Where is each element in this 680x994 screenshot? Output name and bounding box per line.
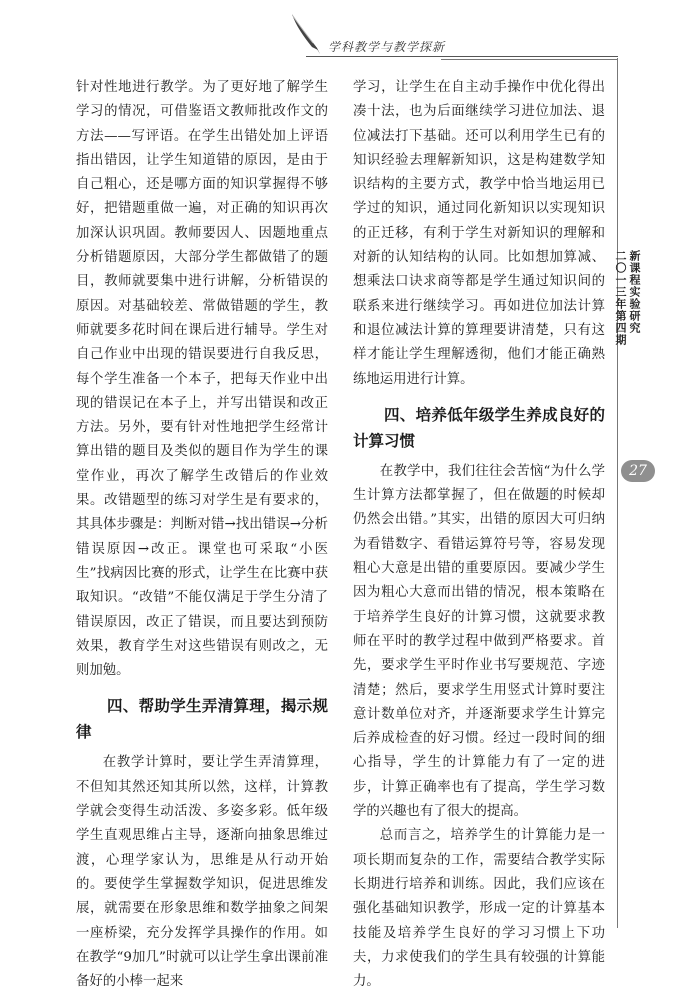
- paragraph: 在教学中，我们往往会苦恼“为什么学生计算方法都掌握了，但在做题的时候却仍然会出错。”其实，出错的原因大可归纳为看错数字、看错运算符号等，容易发现粗心大意是出错的重要原因。要减少学生因为粗心大意而出错的情况，根本策略在于培养学生良好的计算习惯，这就要求教师在平时的教学过程中做到严格要求。首先，要求学生平时作业书写要规范、字迹清楚；然后，要求学生用竖式计算时要注意计数单位对齐，并逐渐要求学生计算完后养成检查的好习惯。经过一段时间的细心指导，学生的计算能力有了一定的进步，计算正确率也有了提高，学生学习数学的兴趣也有了很大的提高。: [353, 463, 605, 820]
- paragraph: 在教学计算时，要让学生弄清算理，不但知其然还知其所以然，这样，计算教学就会变得生动活泼、多姿多彩。低年级学生直观思维占主导，逐渐向抽象思维过渡，心理学家认为，思维是从行动开始的。要使学生掌握数学知识，促进思维发展，就需要在形象思维和数学抽象之间架一座桥梁，充分发挥学具操作的作用。如在教学“9加几”时就可以让学生拿出课前准备好的小棒一起来: [76, 755, 328, 990]
- paragraph: 针对性地进行教学。为了更好地了解学生学习的情况，可借鉴语文教师批改作文的方法——写评语。在学生出错处加上评语指出错因，让学生知道错的原因，是由于自己粗心，还是哪方面的知识掌握得不够好，把错题重做一遍，对正确的知识再次加深认识巩固。教师要因人、因题地重点分析错题原因，大部分学生都做错了的题目，教师就要集中进行讲解，分析错误的原因。对基础较差、常做错题的学生，教师就要多花时间在课后进行辅导。学生对自己作业中出现的错误要进行自我反思，每个学生准备一个本子，把每天作业中出现的错误记在本子上，并写出错误和改正方法。另外，要有针对性地把学生经常计算出错的题目及类似的题目作为学生的课堂作业，再次了解学生改错后的作业效果。改错题型的练习对学生是有要求的，其具体步骤是：判断对错→找出错误→分析错误原因→改正。课堂也可采取“小医生”找病因比赛的形式，让学生在比赛中获取知识。“改错”不能仅满足于学生分清了错误原因，改正了错误，而且要达到预防效果，教育学生对这些错误有则改之，无则加勉。: [76, 80, 328, 679]
- section-heading: 四、培养低年级学生养成良好的计算习惯: [353, 405, 605, 450]
- paragraph: 总而言之，培养学生的计算能力是一项长期而复杂的工作，需要结合教学实际长期进行培养和训练。因此，我们应该在强化基础知识教学，形成一定的计算基本技能及培养学生良好的学习习惯上下功夫，力求使我们的学生具有较强的计算能力。: [353, 828, 605, 990]
- paragraph: 学习，让学生在自主动手操作中优化得出凑十法，也为后面继续学习进位加法、退位减法打下基础。还可以利用学生已有的知识经验去理解新知识，这是构建数学知识结构的主要方式，教学中恰当地运用已学过的知识，通过同化新知识以实现知识的正迁移，有利于学生对新知识的理解和对新的认知结构的认同。比如想加算减、想乘法口诀求商等都是学生通过知识间的联系来进行继续学习。再如进位加法计算和退位减法计算的算理要讲清楚，只有这样才能让学生理解透彻，他们才能正确熟练地运用进行计算。: [353, 80, 605, 387]
- journal-name: 新课程实验研究: [628, 250, 641, 334]
- header-rule-secondary: [441, 59, 618, 60]
- issue-label: 二〇一三年第四期: [614, 250, 627, 346]
- section-title: 学科教学与教学探新: [328, 40, 446, 54]
- right-column: [353, 76, 605, 994]
- pen-nib-icon: [284, 10, 330, 56]
- sidebar-rule: [617, 58, 618, 928]
- journal-sidebar-label: [614, 250, 641, 346]
- left-column: [76, 76, 328, 994]
- page-number-badge: 27: [621, 460, 655, 482]
- header-rule: [306, 56, 618, 57]
- page-header: [0, 0, 680, 70]
- section-heading: 四、帮助学生弄清算理，揭示规律: [76, 697, 328, 742]
